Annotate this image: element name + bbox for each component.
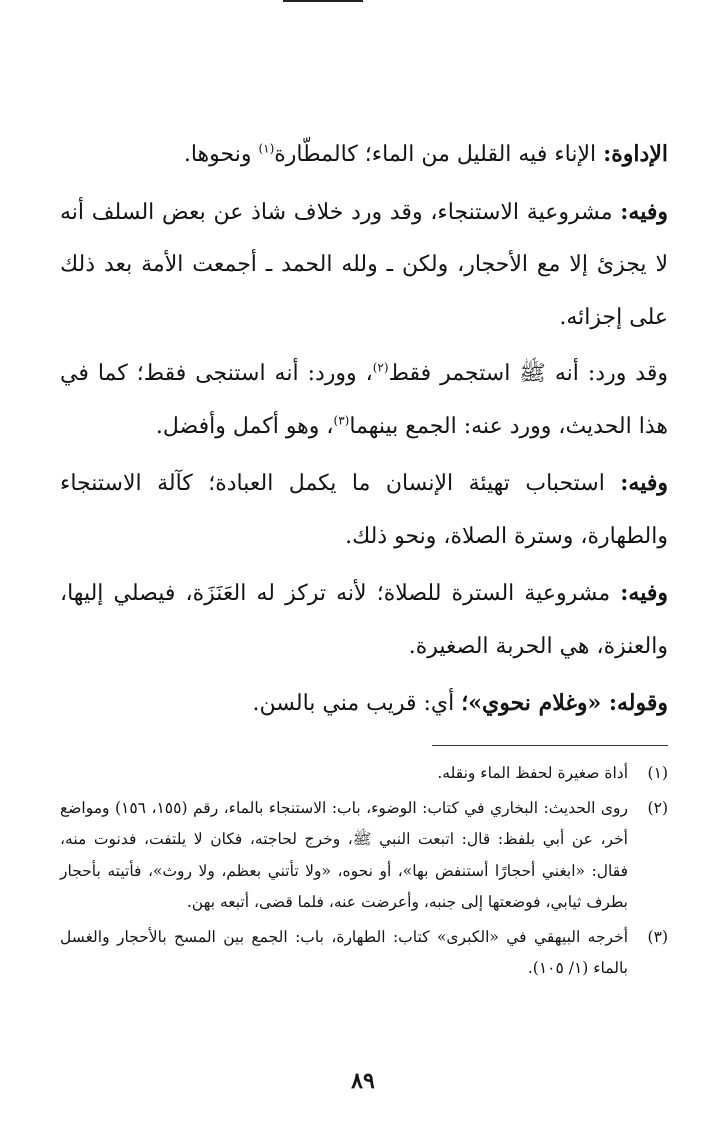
- paragraph-1: [60, 128, 668, 182]
- paragraph-3-text: وقد ورد: أنه ﷺ استجمر فقط: [388, 361, 668, 386]
- paragraph-1-lead: الإداوة:: [603, 141, 668, 167]
- footnote-2-number: (٢): [647, 798, 668, 817]
- page-number: ٨٩: [351, 1068, 375, 1094]
- footnote-ref-2[interactable]: (٢): [372, 360, 389, 375]
- footnote-2: [60, 793, 668, 919]
- footnote-1-number: (١): [647, 764, 668, 782]
- paragraph-2: [60, 186, 668, 345]
- paragraph-2-text: مشروعية الاستنجاء، وقد ورد خلاف شاذ عن بعض السلف أنه لا يجزئ إلا مع الأحجار، ولكن ـ ولله الحمد ـ أجمعت الأمة بعد ذلك على إجزائه.: [60, 199, 668, 330]
- footnote-separator: [432, 745, 668, 746]
- paragraph-4: [60, 457, 668, 563]
- paragraph-5-text: مشروعية السترة للصلاة؛ لأنه تركز له العَنَزَة، فيصلي إليها، والعنزة، هي الحربة الصغيرة.: [60, 581, 668, 659]
- paragraph-3-after: ، وورد: أنه استنجى فقط؛ كما في هذا الحديث، وورد عنه: الجمع بينهما: [60, 361, 668, 439]
- footnote-ref-1[interactable]: (١): [258, 141, 275, 156]
- paragraph-4-text: استحباب تهيئة الإنسان ما يكمل العبادة؛ كآلة الاستنجاء والطهارة، وسترة الصلاة، ونحو ذلك.: [60, 471, 668, 549]
- paragraph-4-lead: وفيه:: [620, 470, 668, 496]
- main-text: [60, 128, 668, 735]
- paragraph-6-lead: وقوله: «وغلام نحوي»؛: [461, 690, 668, 716]
- footnote-1-text: أداة صغيرة لحفظ الماء ونقله.: [437, 764, 628, 782]
- footnote-ref-3[interactable]: (٣): [333, 413, 350, 428]
- footnote-3: [60, 922, 668, 985]
- top-rule: [283, 0, 363, 2]
- paragraph-3: [60, 348, 668, 453]
- paragraph-1-after: ونحوها.: [183, 142, 259, 167]
- paragraph-1-text: الإناء فيه القليل من الماء؛ كالمطّارة: [274, 142, 604, 167]
- paragraph-2-lead: وفيه:: [620, 198, 668, 225]
- paragraph-3-after2: ، وهو أكمل وأفضل.: [155, 413, 334, 439]
- paragraph-6: [60, 677, 668, 731]
- footnote-3-number: (٣): [647, 927, 668, 946]
- paragraph-5-lead: وفيه:: [620, 580, 668, 606]
- footnote-2-text: روى الحديث: البخاري في كتاب: الوضوء، باب: الاستنجاء بالماء، رقم (١٥٥، ١٥٦) ومواضع أخر، عن أبي بلفظ: قال: اتبعت النبي ﷺ، وخرج لحاجته، فكان لا يلتفت، فدنوت منه، فقال: «ابغني أحجارًا أستنفض بها»، أو نحوه، «ولا تأتني بعظم، ولا روث»، فأتيته بأحجار بطرف ثيابي، فوضعتها إلى جنبه، وأعرضت عنه، فلما قضى، أتبعه بهن.: [60, 798, 628, 911]
- footnote-3-text: أخرجه البيهقي في «الكبرى» كتاب: الطهارة، باب: الجمع بين المسح بالأحجار والغسل بالماء (١/ ١٠٥).: [60, 927, 628, 977]
- paragraph-5: [60, 567, 668, 673]
- footnotes: [60, 758, 668, 988]
- footnote-1: [60, 758, 668, 790]
- paragraph-6-text: أي: قريب مني بالسن.: [252, 691, 462, 716]
